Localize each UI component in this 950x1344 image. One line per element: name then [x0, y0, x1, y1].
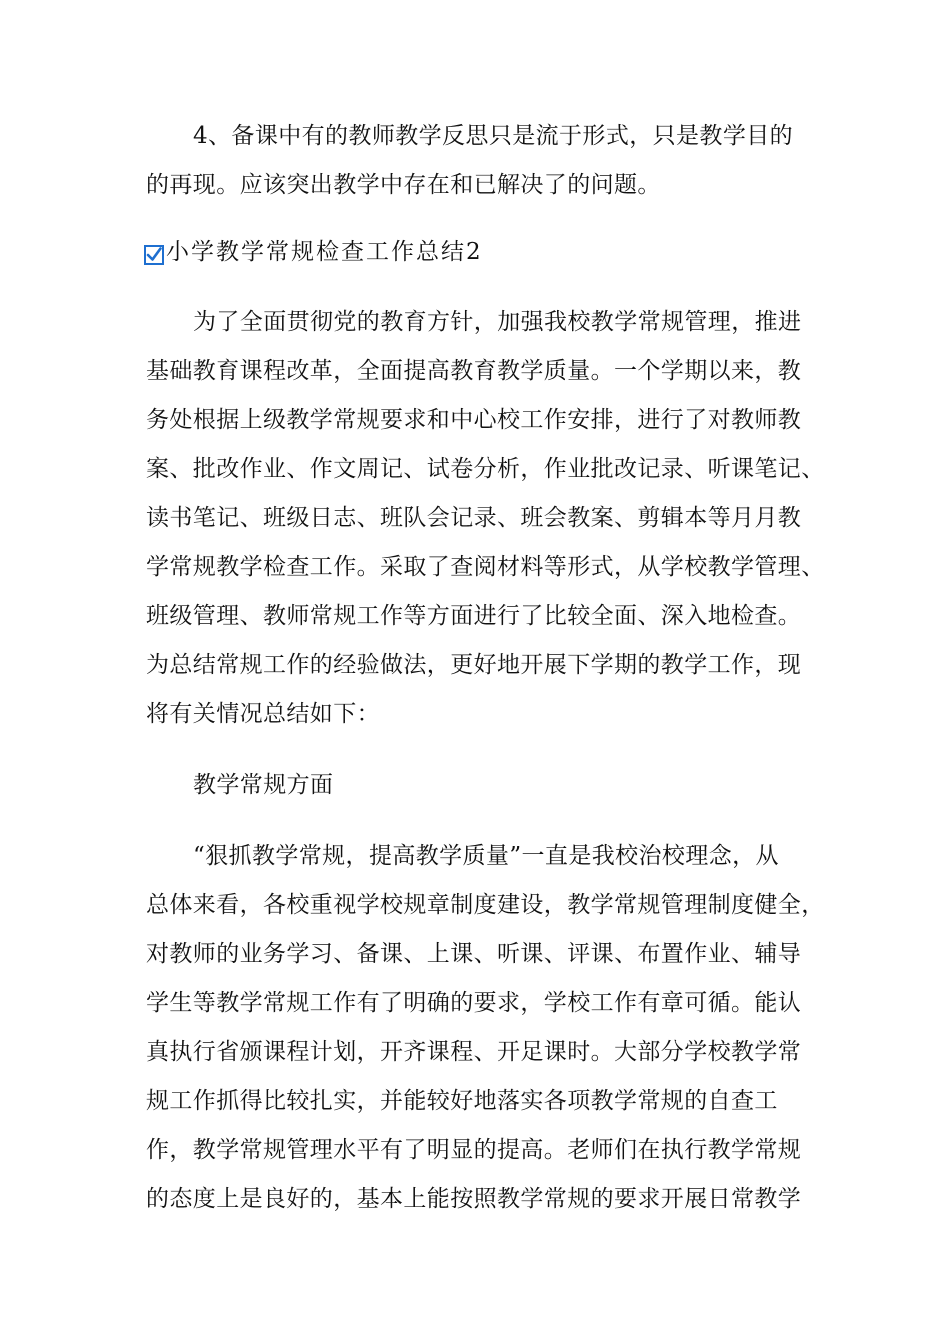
intro-line-2: 的再现。应该突出教学中存在和已解决了的问题。 — [146, 172, 661, 198]
paragraph-1-line-5: 读书笔记、班级日志、班队会记录、班会教案、剪辑本等月月教 — [146, 505, 802, 531]
intro-line-1: 4、备课中有的教师教学反思只是流于形式，只是教学目的 — [193, 123, 794, 149]
paragraph-2-line-8: 的态度上是良好的，基本上能按照教学常规的要求开展日常教学 — [146, 1186, 802, 1212]
paragraph-1-line-6: 学常规教学检查工作。采取了查阅材料等形式，从学校教学管理、 — [146, 554, 825, 580]
section-heading-text: 小学教学常规检查工作总结2 — [166, 239, 483, 265]
subheading: 教学常规方面 — [193, 772, 334, 798]
paragraph-1-line-7: 班级管理、教师常规工作等方面进行了比较全面、深入地检查。 — [146, 603, 802, 629]
paragraph-2-line-1: “狠抓教学常规，提高教学质量”一直是我校治校理念，从 — [193, 843, 779, 869]
paragraph-2-line-4: 学生等教学常规工作有了明确的要求，学校工作有章可循。能认 — [146, 990, 802, 1016]
paragraph-1-line-9: 将有关情况总结如下： — [146, 701, 380, 727]
paragraph-2-line-7: 作，教学常规管理水平有了明显的提高。老师们在执行教学常规 — [146, 1137, 802, 1163]
paragraph-1-line-3: 务处根据上级教学常规要求和中心校工作安排，进行了对教师教 — [146, 407, 802, 433]
paragraph-1-line-4: 案、批改作业、作文周记、试卷分析，作业批改记录、听课笔记、 — [146, 456, 825, 482]
paragraph-2-line-6: 规工作抓得比较扎实，并能较好地落实各项教学常规的自查工 — [146, 1088, 778, 1114]
paragraph-2-line-5: 真执行省颁课程计划，开齐课程、开足课时。大部分学校教学常 — [146, 1039, 802, 1065]
checkbox-checked-icon — [144, 245, 164, 265]
paragraph-1-line-1: 为了全面贯彻党的教育方针，加强我校教学常规管理，推进 — [193, 309, 802, 335]
section-heading — [144, 238, 483, 266]
paragraph-2-line-3: 对教师的业务学习、备课、上课、听课、评课、布置作业、辅导 — [146, 941, 802, 967]
paragraph-2-line-2: 总体来看，各校重视学校规章制度建设，教学常规管理制度健全， — [146, 892, 825, 918]
paragraph-1-line-2: 基础教育课程改革，全面提高教育教学质量。一个学期以来，教 — [146, 358, 802, 384]
paragraph-1-line-8: 为总结常规工作的经验做法，更好地开展下学期的教学工作，现 — [146, 652, 802, 678]
